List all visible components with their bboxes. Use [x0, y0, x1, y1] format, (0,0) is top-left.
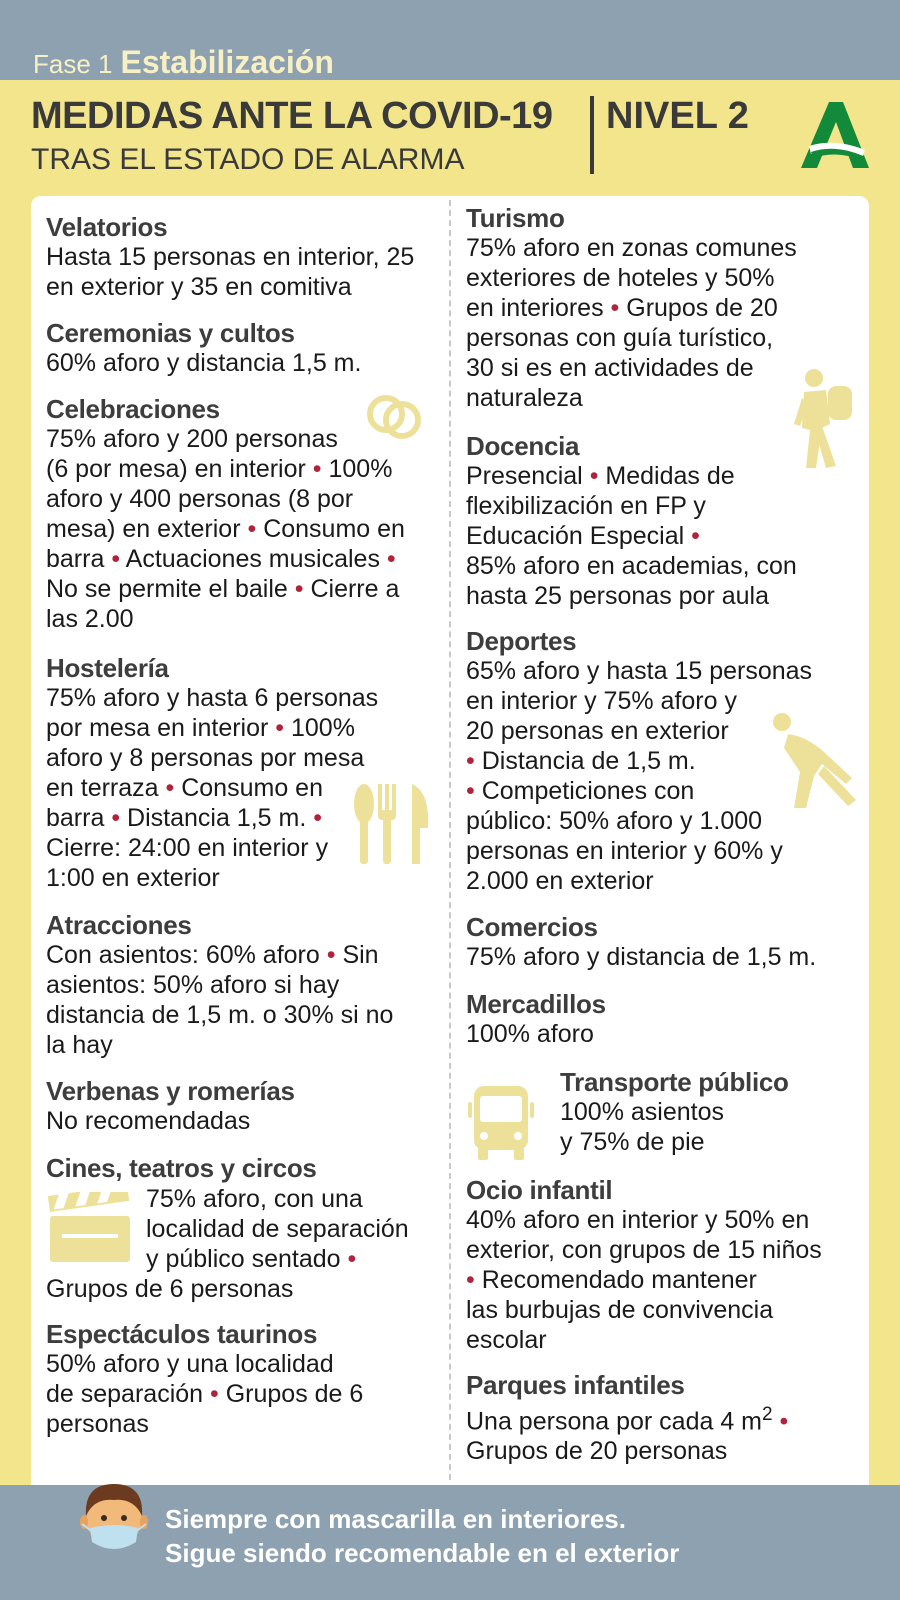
cutlery-icon	[352, 782, 434, 866]
section-title: Verbenas y romerías	[46, 1076, 295, 1106]
section-text: 75% aforo y distancia de 1,5 m.	[466, 943, 817, 971]
section-cines-groups	[46, 1274, 293, 1304]
rings-icon	[364, 388, 424, 444]
section-cines-text	[146, 1184, 409, 1274]
section-text: 65% aforo y hasta 15 personas en interior y 75% aforo y 20 personas en exterior • Distancia de 1,5 m. • Competiciones con público: 50% aforo y 1.000 personas en interior y 60% y 2.000 en exterior	[466, 657, 813, 895]
section-deportes	[466, 626, 812, 896]
section-title: Transporte público	[560, 1067, 789, 1097]
section-verbenas	[46, 1076, 295, 1136]
section-text: Con asientos: 60% aforo • Sin asientos: 50% aforo si hay distancia de 1,5 m. o 30% si no la hay	[46, 941, 394, 1059]
section-text: 75% aforo y hasta 6 personas por mesa en interior • 100% aforo y 8 personas por mesa en terraza • Consumo en barra • Distancia 1,5 m. • Cierre: 24:00 en interior y 1:00 en exterior	[46, 684, 379, 892]
section-text: No recomendadas	[46, 1107, 251, 1135]
section-title: Mercadillos	[466, 989, 606, 1019]
section-cines	[46, 1153, 317, 1183]
section-title: Cines, teatros y circos	[46, 1153, 317, 1183]
section-title: Ocio infantil	[466, 1175, 613, 1205]
masked-face-icon	[78, 1478, 150, 1558]
section-title: Turismo	[466, 203, 565, 233]
section-text: 75% aforo, con una localidad de separación y público sentado •	[146, 1185, 409, 1273]
section-velatorios	[46, 212, 414, 302]
section-ceremonias	[46, 318, 361, 378]
section-parques	[466, 1370, 788, 1466]
exercise-icon	[772, 712, 858, 810]
section-title: Hostelería	[46, 653, 169, 683]
section-title: Velatorios	[46, 212, 168, 242]
section-text: 100% aforo	[466, 1020, 594, 1048]
section-turismo	[466, 203, 797, 413]
section-title: Atracciones	[46, 910, 192, 940]
section-docencia	[466, 431, 797, 611]
level-label: NIVEL 2	[606, 95, 749, 137]
page-title: MEDIDAS ANTE LA COVID-19	[31, 95, 553, 137]
section-text: 75% aforo en zonas comunes exteriores de hoteles y 50% en interiores • Grupos de 20 personas con guía turístico, 30 si es en actividades de naturaleza	[466, 234, 797, 412]
title-separator	[590, 96, 594, 174]
section-text: 100% asientos y 75% de pie	[560, 1098, 725, 1156]
section-title: Deportes	[466, 626, 577, 656]
section-text: Una persona por cada 4 $m^2$ • Grupos de 20 personas	[466, 1404, 789, 1466]
hiker-icon	[792, 368, 858, 470]
section-title: Ceremonias y cultos	[46, 318, 295, 348]
column-divider	[449, 200, 451, 1480]
section-ocio	[466, 1175, 822, 1355]
section-title: Espectáculos taurinos	[46, 1319, 318, 1349]
footer-message: Siempre con mascarilla en interiores. Sigue siendo recomendable en el exterior	[165, 1504, 680, 1568]
section-atracciones	[46, 910, 393, 1060]
section-text: 50% aforo y una localidad de separación • Grupos de 6 personas	[46, 1350, 364, 1438]
section-comercios	[466, 912, 816, 972]
section-mercadillos	[466, 989, 606, 1049]
section-text: Hasta 15 personas en interior, 25 en exterior y 35 en comitiva	[46, 243, 415, 301]
section-title: Celebraciones	[46, 394, 220, 424]
section-title: Parques infantiles	[466, 1370, 685, 1400]
section-text: 40% aforo en interior y 50% en exterior, con grupos de 15 niños • Recomendado mantener las burbujas de convivencia escolar	[466, 1206, 822, 1354]
clapperboard-icon	[48, 1192, 132, 1264]
section-title: Docencia	[466, 431, 580, 461]
section-hosteleria	[46, 653, 378, 893]
phase-number: Fase 1	[33, 49, 113, 79]
section-text: Presencial • Medidas de flexibilización en FP y Educación Especial • 85% aforo en academias, con hasta 25 personas por aula	[466, 462, 797, 610]
section-text: Grupos de 6 personas	[46, 1275, 294, 1303]
section-text: 60% aforo y distancia 1,5 m.	[46, 349, 362, 377]
bus-icon	[466, 1084, 536, 1162]
page-subtitle: TRAS EL ESTADO DE ALARMA	[31, 143, 465, 176]
section-transporte	[560, 1067, 789, 1157]
section-celebraciones	[46, 394, 405, 634]
section-text: 75% aforo y 200 personas (6 por mesa) en interior • 100% aforo y 400 personas (8 por mesa) en exterior • Consumo en barra • Actuaciones musicales • No se permite el baile • Cierre a las 2.00	[46, 425, 405, 633]
phase-label	[33, 44, 334, 81]
junta-logo	[795, 98, 873, 172]
section-title: Comercios	[466, 912, 598, 942]
phase-name: Estabilización	[120, 44, 334, 80]
section-taurinos	[46, 1319, 363, 1439]
